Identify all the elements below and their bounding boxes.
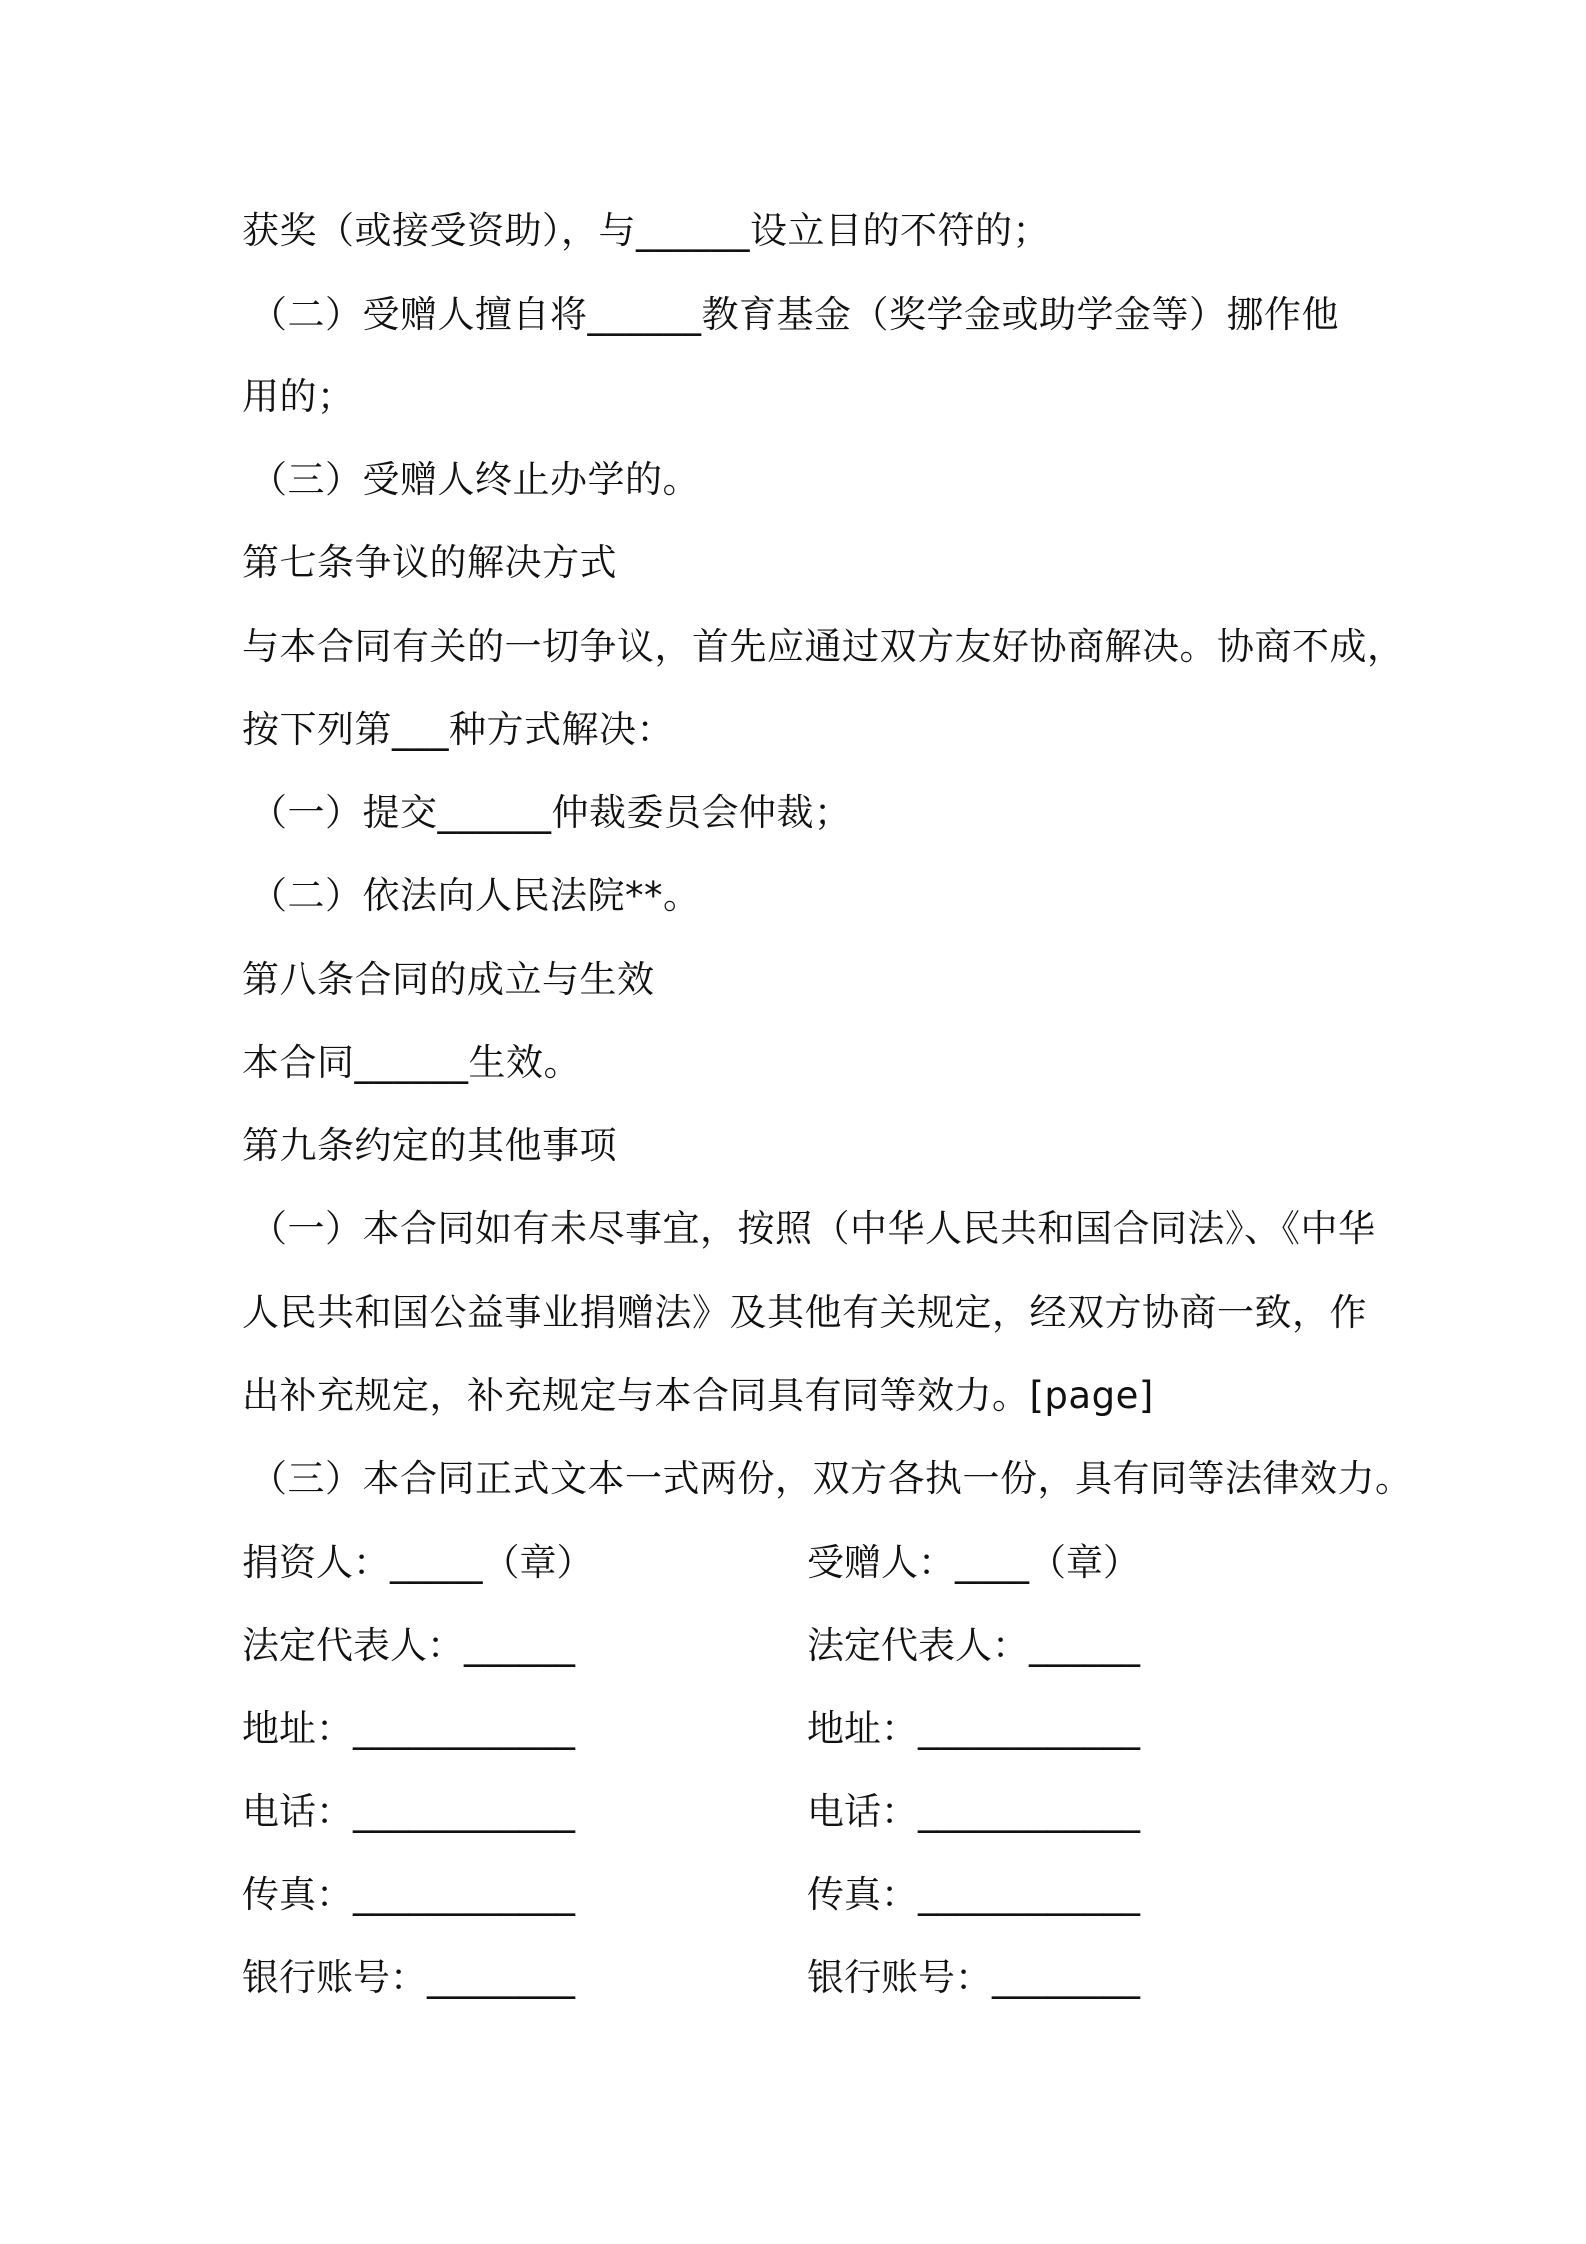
paragraph-line: 用的；: [242, 375, 355, 418]
donor-address-field: 地址：____________: [242, 1707, 575, 1750]
donor-legal-representative-field: 法定代表人：______: [242, 1624, 575, 1667]
paragraph-line: （三）受赠人终止办学的。: [250, 458, 700, 501]
paragraph-line: （一）本合同如有未尽事宜，按照（中华人民共和国合同法》、《中华: [250, 1207, 1376, 1250]
paragraph-line: 获奖（或接受资助），与______设立目的不符的；: [242, 209, 1050, 252]
section-heading: 第七条争议的解决方式: [242, 541, 617, 584]
donor-fax-field: 传真：____________: [242, 1873, 575, 1916]
signature-row: [242, 1621, 1362, 1671]
donee-phone-field: 电话：____________: [807, 1790, 1140, 1833]
paragraph-line: 按下列第___种方式解决：: [242, 708, 674, 751]
donee-fax-field: 传真：____________: [807, 1873, 1140, 1916]
section-heading: 第八条合同的成立与生效: [242, 958, 655, 1001]
paragraph-line: （二）受赠人擅自将______教育基金（奖学金或助学金等）挪作他: [250, 293, 1339, 336]
section-heading: 第九条约定的其他事项: [242, 1124, 617, 1167]
signature-row: [242, 1704, 1362, 1754]
donor-name-field: 捐资人：_____（章）: [242, 1541, 594, 1584]
donor-phone-field: 电话：____________: [242, 1790, 575, 1833]
paragraph-line: 与本合同有关的一切争议，首先应通过双方友好协商解决。协商不成，: [242, 625, 1405, 668]
donee-legal-representative-field: 法定代表人：______: [807, 1624, 1140, 1667]
paragraph-line: 人民共和国公益事业捐赠法》及其他有关规定，经双方协商一致，作: [242, 1291, 1367, 1334]
signature-row: [242, 1870, 1362, 1920]
paragraph-line: 出补充规定，补充规定与本合同具有同等效力。[page]: [242, 1374, 1154, 1417]
signature-row: [242, 1787, 1362, 1837]
paragraph-line: （一）提交______仲裁委员会仲裁；: [250, 791, 852, 834]
signature-row: [242, 1953, 1362, 2003]
donee-name-field: 受赠人：____（章）: [807, 1541, 1140, 1584]
paragraph-line: 本合同______生效。: [242, 1041, 581, 1084]
donor-bank-account-field: 银行账号：________: [242, 1956, 575, 1999]
donee-bank-account-field: 银行账号：________: [807, 1956, 1140, 1999]
paragraph-line: （二）依法向人民法院**。: [250, 874, 701, 917]
paragraph-line: （三）本合同正式文本一式两份，双方各执一份，具有同等法律效力。: [250, 1457, 1413, 1500]
donee-address-field: 地址：____________: [807, 1707, 1140, 1750]
signature-row: [242, 1538, 1362, 1588]
